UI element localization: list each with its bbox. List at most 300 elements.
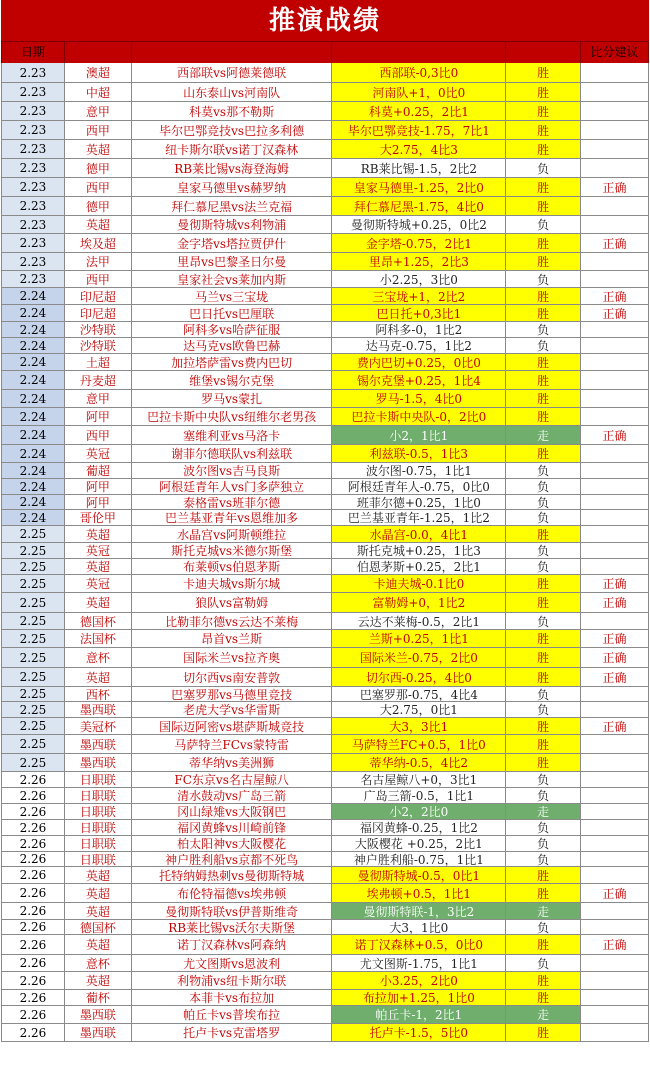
cell-match: 阿科多vs哈萨征服	[132, 322, 333, 337]
cell-match: 国际迈阿密vs堪萨斯城竞技	[132, 718, 333, 734]
cell-result: 大2.75，4比3	[332, 140, 506, 158]
table-row	[1, 718, 649, 735]
cell-date: 2.24	[2, 305, 65, 321]
cell-result: 托卢卡-1.5，5比0	[332, 1024, 506, 1041]
results-sheet	[1, 0, 649, 1042]
cell-league: 法甲	[65, 253, 132, 270]
cell-league: 德甲	[65, 159, 132, 177]
cell-date: 2.26	[2, 1006, 65, 1023]
cell-league: 西甲	[65, 178, 132, 196]
cell-status: 胜	[506, 935, 581, 954]
table-row	[1, 754, 649, 772]
cell-result: 西部联-0,3比0	[332, 63, 506, 82]
cell-score	[581, 1024, 649, 1041]
cell-status: 胜	[506, 754, 581, 771]
cell-status: 负	[506, 322, 581, 337]
cell-date: 2.26	[2, 852, 65, 866]
cell-result: 布拉加+1.25，1比0	[332, 990, 506, 1005]
cell-league: 英冠	[65, 445, 132, 462]
cell-status: 走	[506, 804, 581, 819]
cell-match: 毕尔巴鄂竞技vs巴拉多利德	[132, 121, 333, 139]
cell-result: 小2.25，3比0	[332, 271, 506, 287]
cell-match: 巴日托vs巴厘联	[132, 305, 333, 321]
cell-match: 维堡vs锡尔克堡	[132, 371, 333, 389]
cell-date: 2.24	[2, 510, 65, 525]
cell-date: 2.24	[2, 288, 65, 304]
header-result: 赛果、建议方向	[332, 42, 506, 63]
cell-status: 胜	[506, 140, 581, 158]
cell-date: 2.26	[2, 788, 65, 803]
cell-date: 2.24	[2, 495, 65, 509]
cell-league: 葡杯	[65, 990, 132, 1005]
cell-date: 2.26	[2, 884, 65, 902]
cell-score	[581, 526, 649, 542]
table-row	[1, 559, 649, 575]
cell-result: 兰斯+0.25，1比1	[332, 630, 506, 647]
cell-league: 英超	[65, 593, 132, 612]
cell-score	[581, 867, 649, 883]
table-row	[1, 216, 649, 234]
cell-league: 意甲	[65, 390, 132, 407]
cell-date: 2.24	[2, 479, 65, 494]
table-row	[1, 852, 649, 867]
cell-match: 清水鼓动vs广岛三箭	[132, 788, 333, 803]
cell-date: 2.23	[2, 159, 65, 177]
cell-league: 法国杯	[65, 630, 132, 647]
cell-match: 山东泰山vs河南队	[132, 83, 333, 101]
table-row	[1, 687, 649, 702]
cell-result: 国际米兰-0.75，2比0	[332, 648, 506, 667]
cell-result: 水晶宫-0.0，4比1	[332, 526, 506, 542]
cell-score	[581, 955, 649, 971]
cell-match: 老虎大学vs华雷斯	[132, 702, 333, 717]
cell-date: 2.23	[2, 140, 65, 158]
cell-match: 纽卡斯尔联vs诺丁汉森林	[132, 140, 333, 158]
cell-status: 胜	[506, 197, 581, 215]
cell-status: 胜	[506, 371, 581, 389]
cell-score	[581, 754, 649, 771]
cell-match: 达马克vs欧鲁巴赫	[132, 338, 333, 353]
cell-status: 负	[506, 495, 581, 509]
cell-date: 2.24	[2, 338, 65, 353]
cell-status: 胜	[506, 288, 581, 304]
cell-league: 德国杯	[65, 920, 132, 934]
cell-result: 云达不莱梅-0.5，2比1	[332, 613, 506, 629]
cell-league: 丹麦超	[65, 371, 132, 389]
cell-score: 正确	[581, 630, 649, 647]
cell-league: 英超	[65, 972, 132, 989]
table-row	[1, 884, 649, 903]
cell-date: 2.23	[2, 63, 65, 82]
cell-match: 柏太阳神vs大阪樱花	[132, 836, 333, 851]
cell-date: 2.23	[2, 121, 65, 139]
cell-score	[581, 216, 649, 233]
table-row	[1, 735, 649, 754]
table-row	[1, 408, 649, 426]
cell-match: 塞维利亚vs马洛卡	[132, 426, 333, 444]
sheet-title: 推演战绩	[1, 0, 649, 42]
cell-score	[581, 836, 649, 851]
cell-score	[581, 102, 649, 120]
cell-match: 皇家社会vs莱加内斯	[132, 271, 333, 287]
cell-result: 锡尔克堡+0.25，1比4	[332, 371, 506, 389]
cell-date: 2.24	[2, 445, 65, 462]
cell-result: 切尔西-0.25，4比0	[332, 668, 506, 686]
cell-league: 印尼超	[65, 288, 132, 304]
cell-score: 正确	[581, 668, 649, 686]
cell-match: FC东京vs名古屋鲸八	[132, 772, 333, 787]
table-row	[1, 305, 649, 322]
cell-score	[581, 920, 649, 934]
cell-result: 班菲尔德+0.25，1比0	[332, 495, 506, 509]
cell-date: 2.23	[2, 271, 65, 287]
table-row	[1, 463, 649, 479]
table-row	[1, 338, 649, 354]
table-row	[1, 804, 649, 820]
cell-league: 英冠	[65, 575, 132, 592]
cell-match: 卡迪夫城vs斯尔城	[132, 575, 333, 592]
cell-score: 正确	[581, 575, 649, 592]
cell-league: 英超	[65, 216, 132, 233]
cell-score: 正确	[581, 593, 649, 612]
cell-score	[581, 702, 649, 717]
cell-score	[581, 140, 649, 158]
cell-status: 胜	[506, 884, 581, 902]
cell-league: 土超	[65, 354, 132, 370]
cell-result: 科莫+0.25，2比1	[332, 102, 506, 120]
cell-league: 西甲	[65, 426, 132, 444]
cell-result: 河南队+1，0比0	[332, 83, 506, 101]
cell-status: 胜	[506, 867, 581, 883]
cell-league: 阿甲	[65, 495, 132, 509]
table-row	[1, 935, 649, 955]
cell-match: 斯托克城vs米德尔斯堡	[132, 543, 333, 558]
cell-status: 胜	[506, 63, 581, 82]
cell-score: 正确	[581, 288, 649, 304]
cell-match: 马萨特兰FCvs蒙特雷	[132, 735, 333, 753]
cell-status: 负	[506, 920, 581, 934]
cell-result: 拜仁慕尼黑-1.75，4比0	[332, 197, 506, 215]
cell-score: 正确	[581, 884, 649, 902]
cell-status: 负	[506, 271, 581, 287]
cell-score	[581, 613, 649, 629]
table-row	[1, 867, 649, 884]
cell-match: 利物浦vs纽卡斯尔联	[132, 972, 333, 989]
cell-match: 帕丘卡vs普埃布拉	[132, 1006, 333, 1023]
cell-score	[581, 559, 649, 574]
cell-date: 2.25	[2, 687, 65, 701]
table-row	[1, 990, 649, 1006]
cell-match: 狼队vs富勒姆	[132, 593, 333, 612]
table-row	[1, 972, 649, 990]
cell-date: 2.26	[2, 804, 65, 819]
cell-date: 2.25	[2, 613, 65, 629]
cell-date: 2.26	[2, 867, 65, 883]
cell-score	[581, 990, 649, 1005]
header-date: 日期	[2, 42, 65, 63]
cell-match: 国际米兰vs拉齐奥	[132, 648, 333, 667]
cell-status: 胜	[506, 648, 581, 667]
cell-match: 尤文图斯vs恩波利	[132, 955, 333, 971]
cell-result: 巴拉卡斯中央队-0，2比0	[332, 408, 506, 425]
cell-result: 小3.25，2比0	[332, 972, 506, 989]
cell-score	[581, 687, 649, 701]
cell-score	[581, 788, 649, 803]
cell-league: 意甲	[65, 102, 132, 120]
cell-result: 三宝垅+1，2比2	[332, 288, 506, 304]
cell-date: 2.25	[2, 718, 65, 734]
cell-match: 罗马vs蒙扎	[132, 390, 333, 407]
cell-score	[581, 445, 649, 462]
cell-result: 富勒姆+0，1比2	[332, 593, 506, 612]
cell-status: 胜	[506, 102, 581, 120]
cell-result: 金字塔-0.75，2比1	[332, 234, 506, 252]
cell-match: 加拉塔萨雷vs费内巴切	[132, 354, 333, 370]
cell-date: 2.24	[2, 390, 65, 407]
cell-date: 2.25	[2, 526, 65, 542]
cell-match: 西部联vs阿德莱德联	[132, 63, 333, 82]
table-row	[1, 371, 649, 390]
cell-score	[581, 338, 649, 353]
cell-date: 2.25	[2, 668, 65, 686]
cell-league: 英冠	[65, 543, 132, 558]
cell-date: 2.26	[2, 920, 65, 934]
table-row	[1, 903, 649, 920]
cell-status: 负	[506, 836, 581, 851]
cell-league: 日职联	[65, 836, 132, 851]
cell-league: 英超	[65, 140, 132, 158]
cell-result: 广岛三箭-0.5，1比1	[332, 788, 506, 803]
cell-score	[581, 371, 649, 389]
cell-date: 2.24	[2, 354, 65, 370]
cell-match: 比勒菲尔德vs云达不莱梅	[132, 613, 333, 629]
cell-date: 2.26	[2, 772, 65, 787]
cell-result: 曼彻斯特联-1，3比2	[332, 903, 506, 919]
cell-league: 日职联	[65, 820, 132, 835]
cell-league: 意杯	[65, 648, 132, 667]
cell-date: 2.25	[2, 575, 65, 592]
table-row	[1, 955, 649, 972]
cell-date: 2.26	[2, 903, 65, 919]
cell-score	[581, 253, 649, 270]
cell-date: 2.23	[2, 216, 65, 233]
table-row	[1, 354, 649, 371]
cell-status: 负	[506, 788, 581, 803]
cell-date: 2.26	[2, 820, 65, 835]
cell-date: 2.26	[2, 955, 65, 971]
cell-league: 英超	[65, 935, 132, 954]
cell-match: 巴兰基亚青年vs恩维加多	[132, 510, 333, 525]
table-row	[1, 479, 649, 495]
cell-result: 皇家马德里-1.25，2比0	[332, 178, 506, 196]
cell-score	[581, 83, 649, 101]
cell-league: 墨西联	[65, 1006, 132, 1023]
cell-status: 胜	[506, 121, 581, 139]
cell-league: 澳超	[65, 63, 132, 82]
cell-league: 德甲	[65, 197, 132, 215]
table-body	[1, 63, 649, 1042]
cell-status: 负	[506, 510, 581, 525]
cell-status: 胜	[506, 1024, 581, 1041]
cell-match: 科莫vs那不勒斯	[132, 102, 333, 120]
cell-date: 2.24	[2, 426, 65, 444]
cell-result: 罗马-1.5，4比0	[332, 390, 506, 407]
cell-score: 正确	[581, 648, 649, 667]
cell-status: 负	[506, 338, 581, 353]
cell-date: 2.23	[2, 197, 65, 215]
cell-status: 胜	[506, 445, 581, 462]
cell-result: 曼彻斯特城-0.5，0比1	[332, 867, 506, 883]
cell-result: 小2，1比1	[332, 426, 506, 444]
cell-league: 日职联	[65, 772, 132, 787]
cell-result: 巴塞罗那-0.75，4比4	[332, 687, 506, 701]
table-row	[1, 159, 649, 178]
cell-result: 大阪樱花 +0.25，2比1	[332, 836, 506, 851]
cell-date: 2.25	[2, 559, 65, 574]
cell-match: 诺丁汉森林vs阿森纳	[132, 935, 333, 954]
header-data: 数据（附加）	[506, 42, 581, 63]
cell-league: 英超	[65, 559, 132, 574]
cell-result: 里昂+1.25，2比3	[332, 253, 506, 270]
cell-date: 2.26	[2, 990, 65, 1005]
table-row	[1, 390, 649, 408]
cell-score	[581, 804, 649, 819]
cell-match: 曼彻斯特联vs伊普斯维奇	[132, 903, 333, 919]
cell-score: 正确	[581, 305, 649, 321]
cell-result: 巴日托+0,3比1	[332, 305, 506, 321]
table-row	[1, 702, 649, 718]
cell-score: 正确	[581, 426, 649, 444]
cell-match: 神户胜利船vs京都不死鸟	[132, 852, 333, 866]
cell-result: 伯恩茅斯+0.25，2比1	[332, 559, 506, 574]
cell-score	[581, 903, 649, 919]
cell-league: 埃及超	[65, 234, 132, 252]
cell-league: 西甲	[65, 121, 132, 139]
table-row	[1, 1024, 649, 1042]
cell-score	[581, 972, 649, 989]
cell-result: 神户胜利船-0.75，1比1	[332, 852, 506, 866]
cell-match: 托卢卡vs克雷塔罗	[132, 1024, 333, 1041]
cell-date: 2.26	[2, 836, 65, 851]
cell-score	[581, 820, 649, 835]
cell-date: 2.25	[2, 593, 65, 612]
cell-score	[581, 510, 649, 525]
cell-match: 福冈黄蜂vs川崎前锋	[132, 820, 333, 835]
cell-result: 阿根廷青年人-0.75，0比0	[332, 479, 506, 494]
cell-score	[581, 159, 649, 177]
cell-status: 胜	[506, 253, 581, 270]
cell-score	[581, 322, 649, 337]
cell-result: 帕丘卡-1，2比1	[332, 1006, 506, 1023]
cell-match: 切尔西vs南安普敦	[132, 668, 333, 686]
cell-match: 泰格雷vs班菲尔德	[132, 495, 333, 509]
cell-score	[581, 63, 649, 82]
cell-date: 2.24	[2, 408, 65, 425]
cell-league: 印尼超	[65, 305, 132, 321]
cell-match: RB莱比锡vs沃尔夫斯堡	[132, 920, 333, 934]
table-row	[1, 140, 649, 159]
table-row	[1, 102, 649, 121]
cell-result: 尤文图斯-1.75，1比1	[332, 955, 506, 971]
cell-status: 胜	[506, 408, 581, 425]
cell-date: 2.24	[2, 322, 65, 337]
table-row	[1, 288, 649, 305]
cell-match: 谢菲尔德联队vs利兹联	[132, 445, 333, 462]
table-row	[1, 178, 649, 197]
cell-result: 埃弗顿+0.5，1比1	[332, 884, 506, 902]
cell-status: 负	[506, 852, 581, 866]
cell-match: 马兰vs三宝垅	[132, 288, 333, 304]
cell-league: 葡超	[65, 463, 132, 478]
cell-status: 胜	[506, 718, 581, 734]
cell-result: 曼彻斯特城+0.25，0比2	[332, 216, 506, 233]
cell-status: 负	[506, 159, 581, 177]
cell-league: 英超	[65, 526, 132, 542]
cell-status: 负	[506, 613, 581, 629]
cell-score: 正确	[581, 178, 649, 196]
table-row	[1, 836, 649, 852]
cell-league: 英超	[65, 867, 132, 883]
cell-status: 走	[506, 903, 581, 919]
cell-result: 大3，1比0	[332, 920, 506, 934]
cell-result: 阿科多-0，1比2	[332, 322, 506, 337]
table-row	[1, 575, 649, 593]
cell-match: 蒂华纳vs美洲狮	[132, 754, 333, 771]
cell-status: 胜	[506, 735, 581, 753]
cell-date: 2.26	[2, 1024, 65, 1041]
cell-score	[581, 354, 649, 370]
cell-result: 达马克-0.75，1比2	[332, 338, 506, 353]
cell-league: 墨西联	[65, 735, 132, 753]
table-row	[1, 668, 649, 687]
cell-date: 2.25	[2, 702, 65, 717]
cell-result: 名古屋鲸八+0，3比1	[332, 772, 506, 787]
cell-date: 2.25	[2, 630, 65, 647]
cell-league: 德国杯	[65, 613, 132, 629]
table-row	[1, 772, 649, 788]
cell-league: 墨西联	[65, 702, 132, 717]
cell-score	[581, 121, 649, 139]
cell-league: 美冠杯	[65, 718, 132, 734]
cell-result: 斯托克城+0.25，1比3	[332, 543, 506, 558]
cell-league: 英超	[65, 884, 132, 902]
cell-match: 托特纳姆热刺vs曼彻斯特城	[132, 867, 333, 883]
cell-match: 本菲卡vs布拉加	[132, 990, 333, 1005]
cell-status: 负	[506, 559, 581, 574]
cell-league: 日职联	[65, 804, 132, 819]
cell-result: 巴兰基亚青年-1.25，1比2	[332, 510, 506, 525]
cell-match: 巴拉卡斯中央队vs纽维尔老男孩	[132, 408, 333, 425]
cell-league: 墨西联	[65, 754, 132, 771]
cell-result: 大2.75，0比1	[332, 702, 506, 717]
cell-score	[581, 735, 649, 753]
table-row	[1, 613, 649, 630]
cell-match: 里昂vs巴黎圣日尔曼	[132, 253, 333, 270]
cell-result: 小2，2比0	[332, 804, 506, 819]
cell-result: 大3，3比1	[332, 718, 506, 734]
header-row	[1, 42, 649, 63]
cell-league: 意杯	[65, 955, 132, 971]
cell-league: 墨西联	[65, 1024, 132, 1041]
cell-status: 胜	[506, 178, 581, 196]
cell-league: 英超	[65, 668, 132, 686]
cell-status: 胜	[506, 390, 581, 407]
cell-league: 沙特联	[65, 338, 132, 353]
cell-score	[581, 772, 649, 787]
cell-date: 2.24	[2, 463, 65, 478]
cell-match: 水晶宫vs阿斯顿维拉	[132, 526, 333, 542]
cell-status: 负	[506, 543, 581, 558]
